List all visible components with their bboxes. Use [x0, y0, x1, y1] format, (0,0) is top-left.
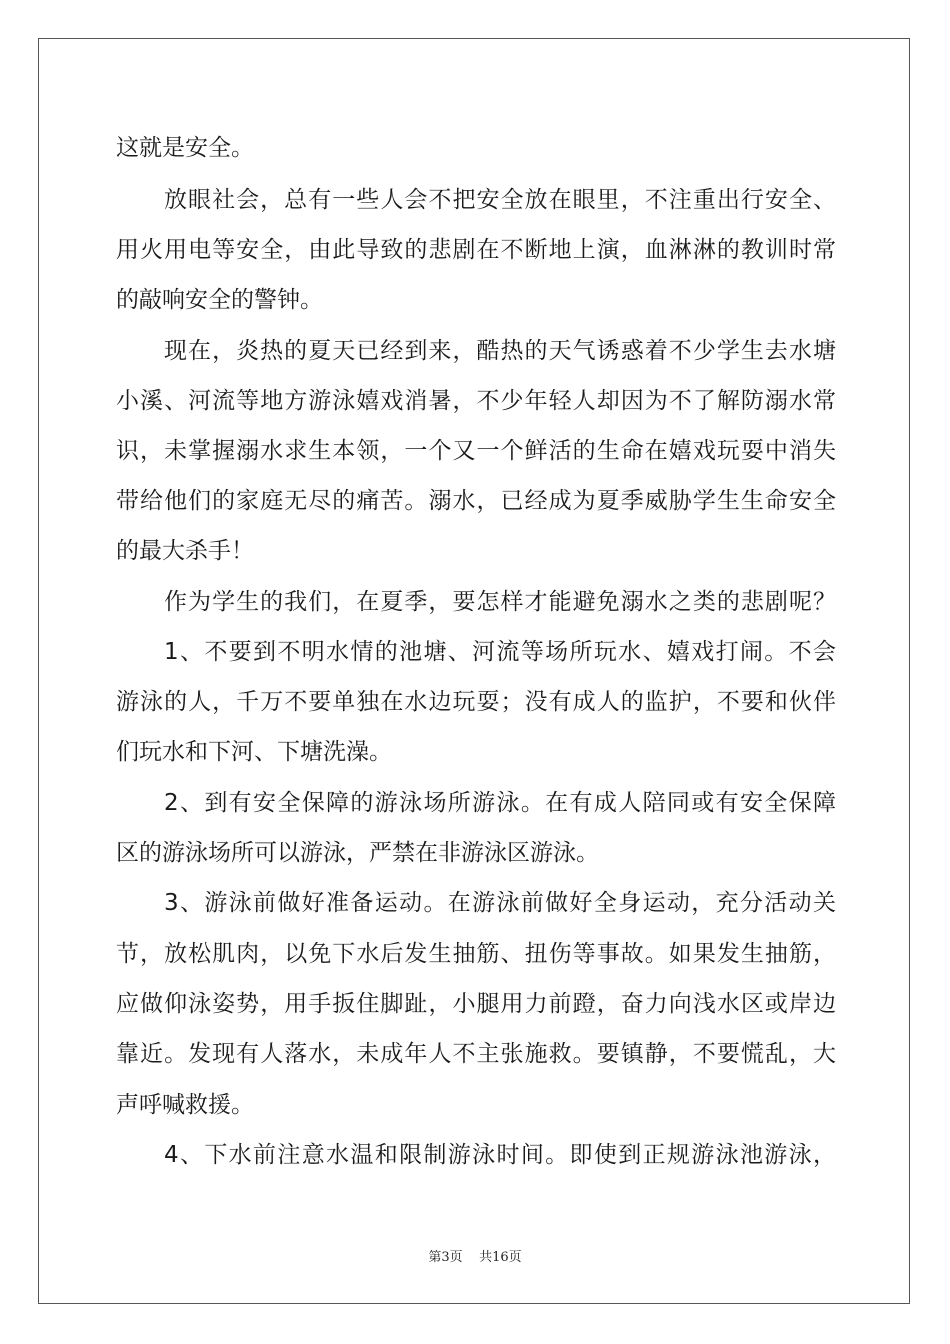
body-line: 节，放松肌肉，以免下水后发生抽筋、扭伤等事故。如果发生抽筋，	[116, 941, 836, 967]
page-total: 共16页	[479, 1250, 522, 1265]
body-line: 识，未掌握溺水求生本领，一个又一个鲜活的生命在嬉戏玩耍中消失	[116, 438, 836, 464]
page-footer	[0, 1246, 950, 1265]
body-line: 的敲响安全的警钟。	[116, 287, 323, 313]
body-line: 的最大杀手！	[116, 538, 254, 564]
body-line: 4、下水前注意水温和限制游泳时间。即使到正规游泳池游泳，	[164, 1142, 836, 1168]
body-line: 靠近。发现有人落水，未成年人不主张施救。要镇静，不要慌乱，大	[116, 1041, 836, 1067]
body-line: 这就是安全。	[116, 135, 254, 161]
body-line: 区的游泳场所可以游泳，严禁在非游泳区游泳。	[116, 840, 599, 866]
body-line: 放眼社会，总有一些人会不把安全放在眼里，不注重出行安全、	[164, 187, 836, 213]
body-line: 应做仰泳姿势，用手扳住脚趾，小腿用力前蹬，奋力向浅水区或岸边	[116, 991, 836, 1017]
body-line: 现在，炎热的夏天已经到来，酷热的天气诱惑着不少学生去水塘	[164, 338, 836, 364]
page-number: 第3页	[428, 1250, 463, 1265]
body-line: 1、不要到不明水情的池塘、河流等场所玩水、嬉戏打闹。不会	[164, 639, 836, 665]
body-line: 2、到有安全保障的游泳场所游泳。在有成人陪同或有安全保障	[164, 790, 836, 816]
body-line: 用火用电等安全，由此导致的悲剧在不断地上演，血淋淋的教训时常	[116, 237, 836, 263]
body-line: 们玩水和下河、下塘洗澡。	[116, 739, 392, 765]
body-line: 作为学生的我们，在夏季，要怎样才能避免溺水之类的悲剧呢？	[164, 589, 836, 615]
body-line: 小溪、河流等地方游泳嬉戏消暑，不少年轻人却因为不了解防溺水常	[116, 388, 836, 414]
body-line: 带给他们的家庭无尽的痛苦。溺水，已经成为夏季威胁学生生命安全	[116, 488, 836, 514]
body-line: 3、游泳前做好准备运动。在游泳前做好全身运动，充分活动关	[164, 890, 836, 916]
body-line: 游泳的人，千万不要单独在水边玩耍；没有成人的监护，不要和伙伴	[116, 689, 836, 715]
body-line: 声呼喊救援。	[116, 1092, 254, 1118]
